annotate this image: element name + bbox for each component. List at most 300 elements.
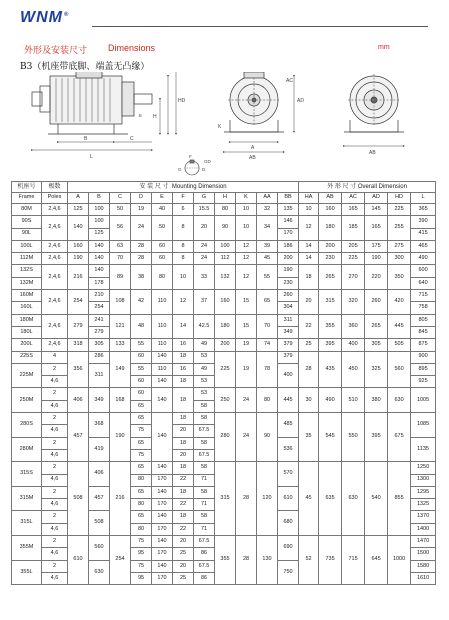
dimension-table [11,181,436,585]
dim-label-ab: AB [249,155,256,161]
table-cell-frame: 132S [12,265,42,277]
table-cell-l: 805 [411,314,436,326]
table-cell-bb: 485 [278,413,299,438]
table-cell-g: 24 [194,253,215,265]
table-cell-frame: 90S [12,216,42,228]
dim-label-d: D [202,167,206,172]
table-cell-frame: 355L [12,560,42,585]
table-cell-l: 490 [411,253,436,265]
table-cell-d: 95 [131,548,152,560]
column-header-ha: HA [299,193,319,204]
table-cell-f: 6 [173,204,194,216]
table-cell-poles: 4 [42,351,68,363]
table-cell-poles: 2 [42,388,68,400]
table-cell-ac: 360 [342,314,365,339]
table-cell-poles: 2 [42,437,68,449]
table-cell-ab: 265 [319,265,342,290]
table-cell-aa: 65 [257,290,278,315]
table-cell-g: 42.5 [194,314,215,339]
table-row [12,265,436,277]
table-cell-e: 170 [152,572,173,584]
table-cell-a: 406 [68,388,89,413]
table-cell-hd: 350 [388,265,411,290]
table-cell-d: 28 [131,253,152,265]
table-cell-c: 70 [110,253,131,265]
table-cell-k: 19 [236,339,257,351]
table-cell-poles: 4,6 [42,425,68,437]
table-cell-l: 715 [411,290,436,302]
table-cell-ac: 185 [342,216,365,241]
table-cell-h: 132 [215,265,236,290]
table-cell-g: 53 [194,351,215,363]
table-cell-f: 8 [173,253,194,265]
table-cell-ac: 550 [342,413,365,462]
table-row [12,216,436,228]
table-cell-poles: 4,6 [42,449,68,461]
table-cell-e: 170 [152,548,173,560]
table-row [12,388,436,400]
table-cell-ad: 305 [365,339,388,351]
table-cell-e: 110 [152,290,173,315]
table-cell-b: 140 [89,253,110,265]
table-cell-d: 65 [131,462,152,474]
table-cell-e: 140 [152,388,173,413]
table-cell-bb: 690 [278,536,299,561]
table-cell-l: 925 [411,376,436,388]
table-cell-l: 365 [411,204,436,216]
table-cell-poles: 4,6 [42,400,68,412]
table-cell-c: 149 [110,351,131,388]
table-cell-c: 56 [110,216,131,241]
dim-label-b: B [84,136,88,142]
table-cell-b: 349 [89,388,110,413]
table-cell-ab: 160 [319,204,342,216]
table-cell-f: 22 [173,474,194,486]
table-cell-g: 24 [194,240,215,252]
header-rule [92,26,428,27]
table-cell-a: 457 [68,413,89,462]
table-cell-poles: 2 [42,462,68,474]
table-cell-a: 190 [68,253,89,265]
table-cell-e: 140 [152,560,173,572]
table-cell-k: 10 [236,216,257,241]
table-cell-d: 55 [131,363,152,375]
column-header-c: C [110,193,131,204]
table-cell-ad: 540 [365,462,388,536]
table-cell-c: 216 [110,462,131,536]
dim-label-ac: AC [286,78,293,84]
table-cell-aa: 120 [257,462,278,536]
table-row [12,204,436,216]
table-cell-d: 24 [131,216,152,241]
table-cell-c: 108 [110,290,131,315]
table-cell-ad: 220 [365,265,388,290]
table-cell-g: 67.5 [194,536,215,548]
brand-registered-mark: ® [63,11,70,18]
table-cell-bb: 230 [278,277,299,289]
table-cell-bb: 379 [278,339,299,351]
table-cell-l: 1295 [411,486,436,498]
table-cell-ab: 395 [319,339,342,351]
header-mounting-cn: 安 装 尺 寸 [139,184,169,190]
table-cell-ab: 180 [319,216,342,241]
table-cell-f: 18 [173,511,194,523]
table-cell-ac: 400 [342,339,365,351]
table-cell-l: 415 [411,228,436,240]
table-cell-ad: 645 [365,536,388,585]
table-cell-b: 311 [89,363,110,388]
table-cell-bb: 349 [278,326,299,338]
table-cell-hd: 1000 [388,536,411,585]
table-cell-a: 279 [68,314,89,339]
table-cell-aa: 80 [257,388,278,413]
column-header-ab: AB [319,193,342,204]
shaft-end-detail [184,160,200,175]
table-cell-f: 18 [173,413,194,425]
table-cell-g: 58 [194,437,215,449]
header-frame-cn: 机座号 [12,182,42,193]
table-cell-hd: 225 [388,204,411,216]
table-cell-frame: 180M [12,314,42,326]
table-cell-b: 406 [89,462,110,487]
table-cell-d: 65 [131,437,152,449]
table-cell-ab: 355 [319,314,342,339]
table-cell-poles: 2,4,6 [42,339,68,351]
motor-rear-view [344,74,404,132]
table-cell-aa: 74 [257,339,278,351]
table-cell-hd: 675 [388,413,411,462]
table-cell-b: 305 [89,339,110,351]
table-cell-e: 170 [152,523,173,535]
table-cell-k: 15 [236,314,257,339]
table-cell-g: 71 [194,474,215,486]
table-cell-e: 140 [152,486,173,498]
table-cell-ab: 200 [319,240,342,252]
table-cell-ad: 380 [365,388,388,413]
table-cell-ac: 225 [342,253,365,265]
table-cell-h: 315 [215,462,236,536]
table-cell-hd: 630 [388,388,411,413]
table-cell-poles: 4,6 [42,523,68,535]
table-cell-f: 22 [173,499,194,511]
table-cell-poles: 4,6 [42,474,68,486]
column-header-ad: AD [365,193,388,204]
table-cell-g: 67.5 [194,449,215,461]
table-cell-aa: 90 [257,413,278,462]
table-cell-frame: 200L [12,339,42,351]
table-cell-ha: 14 [299,253,319,265]
table-cell-b: 100 [89,216,110,228]
table-cell-g: 15.5 [194,204,215,216]
table-cell-ad: 265 [365,314,388,339]
table-cell-ab: 315 [319,290,342,315]
header-overall-en: Overall Dimension [357,184,407,190]
table-cell-hd: 420 [388,290,411,315]
table-cell-g: 58 [194,413,215,425]
table-cell-f: 18 [173,376,194,388]
table-cell-b: 140 [89,265,110,277]
table-cell-frame: 180L [12,326,42,338]
table-cell-l: 640 [411,277,436,289]
table-cell-c: 254 [110,536,131,585]
table-cell-e: 60 [152,240,173,252]
table-cell-ab: 545 [319,413,342,462]
table-cell-b: 279 [89,326,110,338]
table-row [12,290,436,302]
table-cell-k: 15 [236,290,257,315]
table-cell-ac: 630 [342,462,365,536]
table-cell-l: 1085 [411,413,436,438]
dim-label-e: E [139,113,143,118]
table-cell-ha: 28 [299,351,319,388]
table-cell-f: 20 [173,560,194,572]
table-cell-l: 900 [411,351,436,363]
table-cell-ha: 18 [299,265,319,290]
dim-label-f: F [189,154,192,159]
header-overall-cn: 外 形 尺 寸 [327,184,357,190]
table-cell-ac: 450 [342,351,365,388]
table-cell-h: 225 [215,351,236,388]
table-cell-d: 42 [131,290,152,315]
column-header-d: D [131,193,152,204]
table-cell-c: 133 [110,339,131,351]
dim-label-g: G [178,167,182,172]
table-cell-e: 140 [152,536,173,548]
table-cell-d: 75 [131,560,152,572]
table-cell-d: 65 [131,413,152,425]
header-mounting-dimension [68,182,299,193]
dim-label-l: L [90,154,93,160]
column-header-h: H [215,193,236,204]
table-cell-l: 1005 [411,388,436,413]
table-cell-h: 100 [215,240,236,252]
table-cell-e: 40 [152,204,173,216]
column-header-poles: Poles [42,193,68,204]
table-cell-ad: 175 [365,240,388,252]
table-cell-d: 65 [131,400,152,412]
table-cell-bb: 186 [278,240,299,252]
column-header-frame: Frame [12,193,42,204]
mounting-type-subtitle: B3（机座带底脚、端盖无凸缘） [20,62,150,72]
table-cell-k: 12 [236,253,257,265]
column-header-k: K [236,193,257,204]
table-cell-b: 100 [89,204,110,216]
table-cell-l: 390 [411,216,436,228]
table-cell-b: 286 [89,351,110,363]
table-cell-e: 80 [152,265,173,290]
table-cell-ha: 12 [299,216,319,241]
table-cell-c: 89 [110,265,131,290]
table-cell-frame: 90L [12,228,42,240]
table-cell-aa: 34 [257,216,278,241]
table-cell-ha: 35 [299,413,319,462]
table-cell-b: 508 [89,511,110,536]
dim-label-a: A [251,145,255,151]
column-header-aa: AA [257,193,278,204]
table-cell-g: 86 [194,548,215,560]
table-cell-ad: 260 [365,290,388,315]
column-header-e: E [152,193,173,204]
table-cell-frame: 280S [12,413,42,438]
table-cell-e: 170 [152,474,173,486]
table-cell-k: 28 [236,536,257,585]
table-cell-poles: 2 [42,363,68,375]
table-cell-l: 1470 [411,536,436,548]
table-cell-g: 58 [194,511,215,523]
table-cell-bb: 536 [278,437,299,462]
table-cell-d: 55 [131,339,152,351]
dim-label-gd: GD [204,159,211,164]
table-cell-ac: 205 [342,240,365,252]
table-cell-hd: 255 [388,216,411,241]
column-header-l: L [411,193,436,204]
table-cell-e: 50 [152,216,173,241]
table-cell-frame: 160L [12,302,42,314]
table-cell-h: 355 [215,536,236,585]
table-cell-frame: 250M [12,388,42,413]
dim-label-ab-rear: AB [369,150,376,156]
table-cell-h: 160 [215,290,236,315]
table-cell-l: 600 [411,265,436,277]
table-cell-aa: 45 [257,253,278,265]
column-header-bb: BB [278,193,299,204]
table-cell-a: 254 [68,290,89,315]
table-cell-poles: 4,6 [42,572,68,584]
table-cell-ac: 165 [342,204,365,216]
table-cell-f: 18 [173,388,194,413]
table-cell-poles: 2 [42,413,68,425]
table-cell-h: 180 [215,314,236,339]
table-cell-poles: 4,6 [42,548,68,560]
table-cell-ha: 22 [299,314,319,339]
table-cell-e: 140 [152,462,173,474]
table-cell-f: 18 [173,462,194,474]
table-cell-l: 1500 [411,548,436,560]
table-cell-bb: 200 [278,253,299,265]
table-cell-ha: 10 [299,204,319,216]
table-cell-ad: 165 [365,216,388,241]
table-cell-g: 37 [194,290,215,315]
table-cell-ha: 52 [299,536,319,585]
table-cell-frame: 160M [12,290,42,302]
table-cell-d: 60 [131,351,152,363]
dim-label-hd: HD [178,98,186,104]
table-cell-frame: 100L [12,240,42,252]
table-row [12,413,436,425]
table-cell-frame: 280M [12,437,42,462]
table-cell-g: 58 [194,486,215,498]
motor-front-view [224,72,284,132]
table-cell-bb: 400 [278,363,299,388]
table-cell-poles: 2,4,6 [42,314,68,339]
header-poles-cn: 极数 [42,182,68,193]
table-cell-ha: 14 [299,240,319,252]
table-cell-a: 160 [68,240,89,252]
table-cell-f: 20 [173,449,194,461]
table-cell-f: 18 [173,437,194,449]
table-cell-c: 168 [110,388,131,413]
table-cell-bb: 260 [278,290,299,302]
table-cell-frame: 315L [12,511,42,536]
table-cell-poles: 2 [42,536,68,548]
table-cell-ab: 735 [319,536,342,585]
table-cell-bb: 190 [278,265,299,277]
table-cell-aa: 70 [257,314,278,339]
dim-label-c: C [130,136,134,142]
table-cell-g: 71 [194,523,215,535]
table-cell-d: 75 [131,425,152,437]
table-cell-f: 16 [173,363,194,375]
table-cell-frame: 315S [12,462,42,487]
table-cell-e: 140 [152,511,173,523]
table-cell-l: 1370 [411,511,436,523]
table-cell-d: 80 [131,499,152,511]
table-cell-d: 60 [131,376,152,388]
table-cell-ac: 510 [342,388,365,413]
table-cell-b: 368 [89,413,110,438]
column-header-hd: HD [388,193,411,204]
table-cell-e: 140 [152,413,173,462]
table-cell-hd: 855 [388,462,411,536]
table-column-header-row [12,193,436,204]
column-header-ac: AC [342,193,365,204]
table-cell-h: 80 [215,204,236,216]
table-cell-e: 110 [152,363,173,375]
table-cell-k: 12 [236,240,257,252]
table-cell-g: 33 [194,265,215,290]
table-cell-l: 1400 [411,523,436,535]
table-cell-a: 508 [68,462,89,536]
table-cell-ha: 30 [299,388,319,413]
table-cell-b: 254 [89,302,110,314]
table-cell-bb: 680 [278,511,299,536]
table-cell-d: 80 [131,474,152,486]
table-row [12,351,436,363]
table-cell-e: 60 [152,253,173,265]
table-cell-f: 22 [173,523,194,535]
motor-side-view [32,72,152,134]
table-cell-poles: 2,4,6 [42,204,68,216]
table-cell-bb: 445 [278,388,299,413]
column-header-f: F [173,193,194,204]
table-cell-e: 140 [152,376,173,388]
table-cell-d: 65 [131,511,152,523]
table-cell-ab: 230 [319,253,342,265]
table-cell-bb: 750 [278,560,299,585]
table-cell-f: 14 [173,314,194,339]
table-cell-ad: 190 [365,253,388,265]
table-cell-f: 18 [173,486,194,498]
table-cell-poles: 2,4,6 [42,253,68,265]
column-header-a: A [68,193,89,204]
table-cell-poles: 2,4,6 [42,216,68,241]
table-cell-b: 560 [89,536,110,561]
table-cell-l: 845 [411,326,436,338]
table-cell-f: 20 [173,425,194,437]
table-row [12,240,436,252]
table-cell-aa: 78 [257,351,278,388]
table-cell-c: 121 [110,314,131,339]
table-cell-k: 12 [236,265,257,290]
table-cell-poles: 2,4,6 [42,290,68,315]
table-cell-g: 49 [194,363,215,375]
brand-logo [20,9,69,27]
table-cell-ac: 715 [342,536,365,585]
table-row [12,253,436,265]
table-cell-ab: 435 [319,351,342,388]
table-cell-d: 48 [131,314,152,339]
table-cell-hd: 300 [388,253,411,265]
